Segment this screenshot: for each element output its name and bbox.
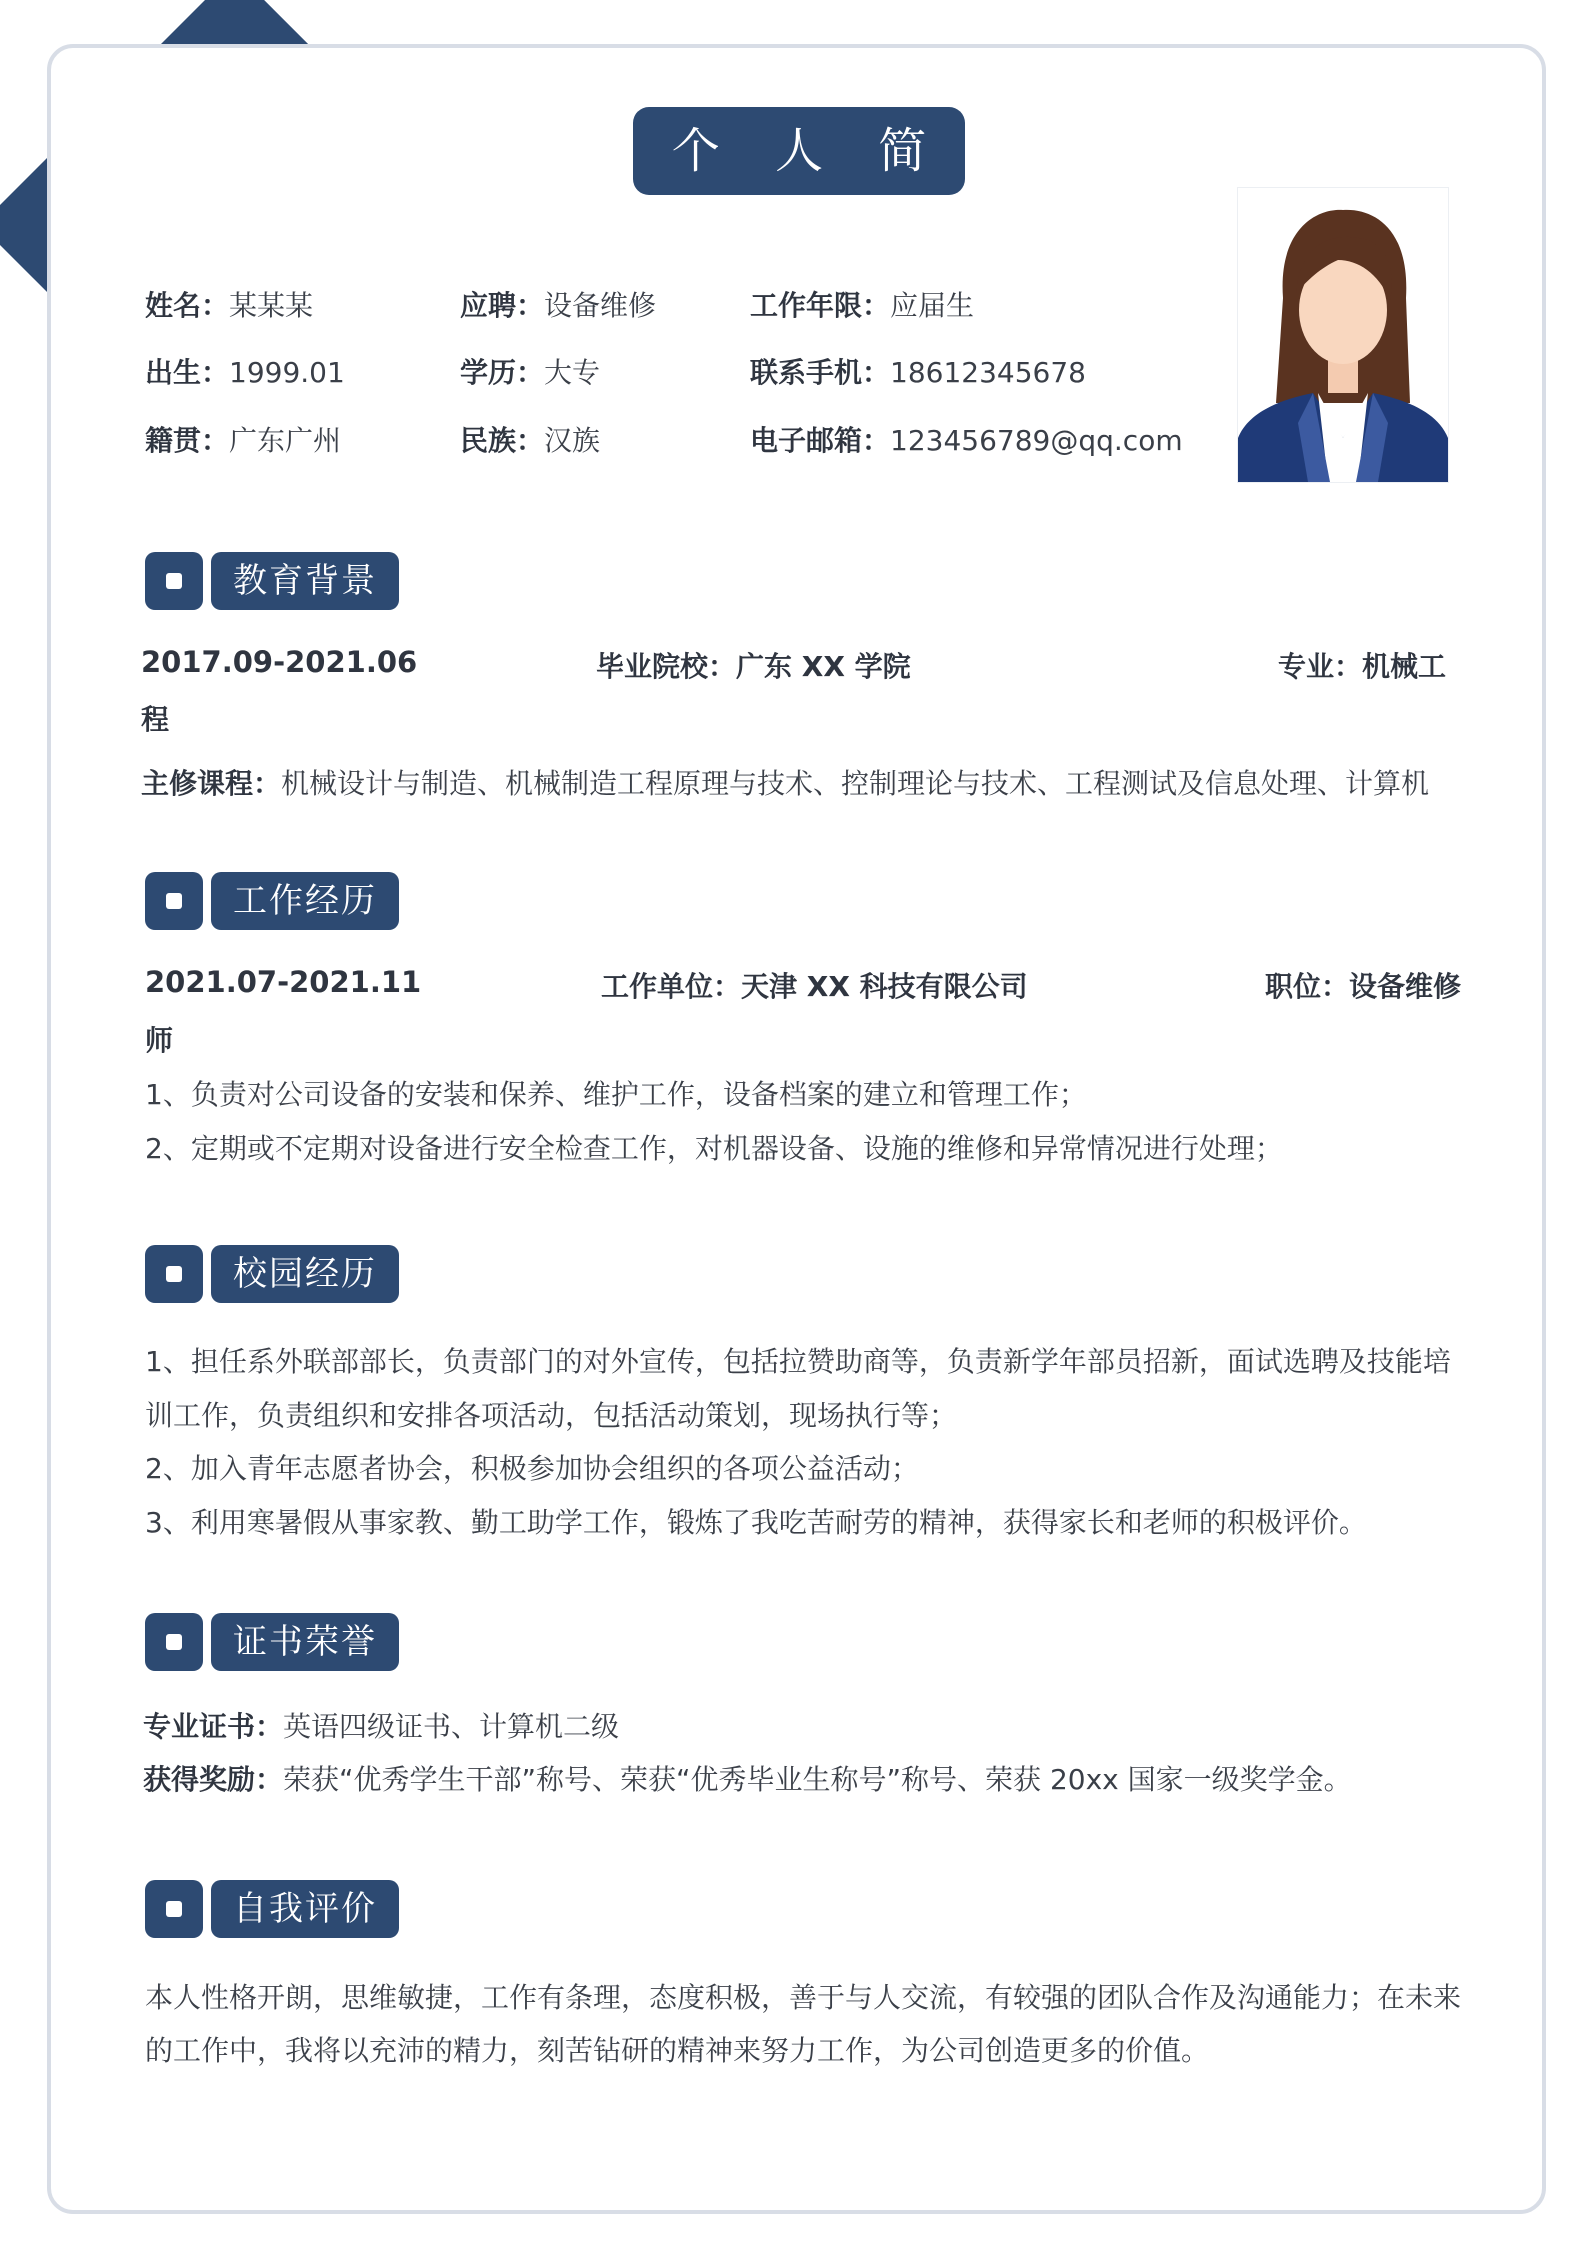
years-value: 应届生	[890, 289, 975, 322]
courses-label: 主修课程：	[141, 767, 282, 800]
campus-line-2: 训工作，负责组织和安排各项活动，包括活动策划，现场执行等；	[145, 1399, 958, 1432]
award-label: 获得奖励：	[143, 1763, 284, 1796]
work-period: 2021.07-2021.11	[145, 965, 422, 999]
ethnic-label: 民族：	[460, 424, 545, 457]
work-duty-1: 1、负责对公司设备的安装和保养、维护工作，设备档案的建立和管理工作；	[145, 1078, 1087, 1111]
email-label: 电子邮箱：	[750, 424, 891, 457]
edu-value: 大专	[544, 356, 601, 389]
edu-major-wrap: 程	[141, 703, 170, 736]
apply-field	[460, 284, 656, 324]
avatar	[1237, 187, 1449, 483]
square-bullet-icon	[145, 552, 203, 610]
campus-line-1: 1、担任系外联部部长，负责部门的对外宣传，包括拉赞助商等，负责新学年部员招新，面试选聘及技能培	[145, 1345, 1451, 1378]
cert-value: 英语四级证书、计算机二级	[283, 1710, 620, 1743]
ethnic-value: 汉族	[544, 424, 601, 457]
edu-label: 学历：	[460, 356, 545, 389]
campus-line-3: 2、加入青年志愿者协会，积极参加协会组织的各项公益活动；	[145, 1452, 919, 1485]
apply-value: 设备维修	[544, 289, 657, 322]
email-field	[750, 419, 1183, 459]
email-value: 123456789@qq.com	[890, 424, 1183, 457]
work-position-wrap: 师	[145, 1024, 174, 1057]
square-bullet-icon	[145, 1245, 203, 1303]
native-field	[145, 419, 341, 459]
name-label: 姓名：	[145, 289, 230, 322]
cert-certificates	[143, 1705, 619, 1745]
name-value: 某某某	[229, 289, 314, 322]
phone-value: 18612345678	[890, 356, 1086, 389]
edu-school: 毕业院校：广东 XX 学院	[596, 650, 911, 683]
section-self-title: 自我评价	[211, 1880, 399, 1938]
birth-label: 出生：	[145, 356, 230, 389]
award-value: 荣获“优秀学生干部”称号、荣获“优秀毕业生称号”称号、荣获 20xx 国家一级奖学金。	[283, 1763, 1352, 1796]
edu-period: 2017.09-2021.06	[141, 645, 418, 679]
phone-field	[750, 351, 1086, 391]
section-education-title: 教育背景	[211, 552, 399, 610]
section-campus-title: 校园经历	[211, 1245, 399, 1303]
years-field	[750, 284, 974, 324]
edu-field	[460, 351, 600, 391]
native-value: 广东广州	[229, 424, 342, 457]
birth-field	[145, 351, 345, 391]
resume-title: 个 人 简 历	[633, 107, 965, 195]
name-field	[145, 284, 313, 324]
apply-label: 应聘：	[460, 289, 545, 322]
work-duty-2: 2、定期或不定期对设备进行安全检查工作，对机器设备、设施的维修和异常情况进行处理；	[145, 1132, 1283, 1165]
section-cert-title: 证书荣誉	[211, 1613, 399, 1671]
edu-courses	[141, 762, 1429, 802]
birth-value: 1999.01	[229, 356, 345, 389]
work-company: 工作单位：天津 XX 科技有限公司	[601, 970, 1028, 1003]
years-label: 工作年限：	[750, 289, 891, 322]
edu-major: 专业：机械工	[1278, 650, 1447, 683]
campus-line-4: 3、利用寒暑假从事家教、勤工助学工作，锻炼了我吃苦耐劳的精神，获得家长和老师的积极评价。	[145, 1506, 1367, 1539]
work-position: 职位：设备维修	[1265, 970, 1462, 1003]
cert-label: 专业证书：	[143, 1710, 284, 1743]
section-work-title: 工作经历	[211, 872, 399, 930]
self-line-2: 的工作中，我将以充沛的精力，刻苦钻研的精神来努力工作，为公司创造更多的价值。	[145, 2034, 1210, 2067]
courses-value: 机械设计与制造、机械制造工程原理与技术、控制理论与技术、工程测试及信息处理、计算机	[281, 767, 1430, 800]
phone-label: 联系手机：	[750, 356, 891, 389]
cert-awards	[143, 1758, 1352, 1798]
ethnic-field	[460, 419, 600, 459]
native-label: 籍贯：	[145, 424, 230, 457]
square-bullet-icon	[145, 1613, 203, 1671]
square-bullet-icon	[145, 1880, 203, 1938]
square-bullet-icon	[145, 872, 203, 930]
self-line-1: 本人性格开朗，思维敏捷，工作有条理，态度积极，善于与人交流，有较强的团队合作及沟通能力；在未来	[145, 1981, 1462, 2014]
